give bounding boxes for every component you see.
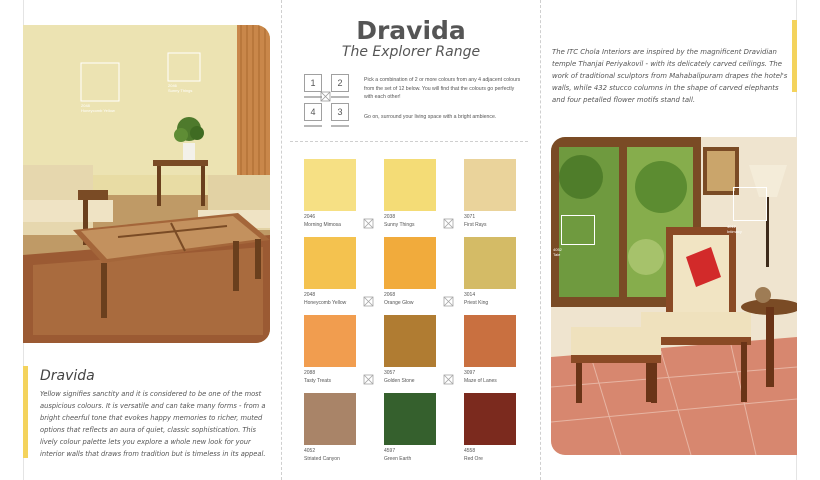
swatch-name: Priest King	[464, 300, 489, 306]
combination-icon	[363, 218, 374, 229]
right-callout-label-1	[727, 224, 742, 234]
swatch-code: 2088	[304, 370, 316, 376]
right-callout-code-1: 4012	[727, 224, 736, 229]
combination-icon	[363, 374, 374, 385]
right-accent-bar	[792, 20, 797, 92]
swatch-name: Red Ore	[464, 456, 483, 462]
swatch-code: 2046	[304, 214, 316, 220]
left-body-text: Yellow signifies sanctity and it is considered to be one of the most auspicious colours. It is versatile and can take many forms - from a bright cheerful tone that evokes happy memories to richer, muted options that reflects an aura of quiet, classic sophistication. This lively colour palette lets you explore a whole new look for your interior walls that draws from tradition but is timeless in its appeal.	[40, 390, 266, 458]
swatch-name: Orange Glow	[384, 300, 414, 306]
swatch-name: Morning Mimosa	[304, 222, 341, 228]
color-swatch	[304, 159, 356, 211]
left-callout-code-1: 2048	[81, 103, 90, 108]
fold-line-right	[540, 0, 541, 480]
swatch-code: 4597	[384, 448, 396, 454]
swatch-name: Honeycomb Yellow	[304, 300, 347, 306]
hotel-room-photo	[551, 137, 797, 455]
page-subtitle: The Explorer Range	[341, 44, 481, 60]
swatch-code: 4052	[304, 448, 316, 454]
combination-icon	[443, 296, 454, 307]
color-swatch	[304, 315, 356, 367]
swatch-code: 3097	[464, 370, 476, 376]
color-swatch	[384, 393, 436, 445]
go-on-text: Go on, surround your living space with a bright ambience.	[364, 114, 497, 120]
swatch-name: Tasty Treats	[304, 378, 331, 384]
step-box-1: 1	[304, 74, 322, 92]
color-swatch	[384, 237, 436, 289]
right-callout-code-2: 4052	[553, 247, 562, 252]
right-body-text: The ITC Chola Interiors are inspired by the magnificent Dravidian temple Thanjai Periyakovil - with its delicately carved ceilings. The work of traditional sculptors from Mahabalipuram drapes the hotel's walls, while 432 stucco columns in the shape of carved elephants and four petalled flower motifs stand tall.	[552, 48, 788, 104]
page-title: Dravida	[356, 16, 466, 45]
swatch-code: 2068	[384, 292, 396, 298]
right-callout-box-2	[733, 187, 767, 221]
color-swatch	[304, 237, 356, 289]
combination-icon	[443, 218, 454, 229]
swatch-name: Golden Stone	[384, 378, 415, 384]
swatch-name: Sunny Things	[384, 222, 415, 228]
swatch-name: First Rays	[464, 222, 487, 228]
swatch-code: 4558	[464, 448, 476, 454]
swatch-code: 2038	[384, 214, 396, 220]
left-heading: Dravida	[40, 368, 95, 384]
step-box-3: 3	[331, 103, 349, 121]
right-callout-box-1	[561, 215, 595, 245]
swatch-code: 3014	[464, 292, 476, 298]
combination-icon	[363, 296, 374, 307]
left-accent-bar	[23, 366, 28, 458]
right-callout-label-2	[553, 247, 562, 257]
step-bar-3	[304, 125, 322, 127]
left-callout-label-2	[168, 83, 192, 93]
middle-divider	[290, 141, 528, 142]
color-swatch	[464, 393, 516, 445]
color-swatch	[464, 237, 516, 289]
right-callout-name-2: Tale	[553, 252, 561, 257]
living-room-photo	[23, 25, 270, 343]
instructions-text: Pick a combination of 2 or more colours from any 4 adjacent colours from the set of 12 below. You will find that the colours go perfectly with each other!	[364, 77, 521, 100]
left-callout-name-2: Sunny Things	[168, 88, 193, 93]
left-callout-name-1: Honeycomb Yellow	[81, 108, 115, 113]
fold-line-left	[281, 0, 282, 480]
combination-icon	[443, 374, 454, 385]
left-callout-code-2: 2046	[168, 83, 177, 88]
combine-arrows-icon	[318, 90, 334, 104]
swatch-name: Green Earth	[384, 456, 412, 462]
color-swatch	[464, 315, 516, 367]
left-callout-label-1	[81, 103, 115, 113]
color-swatch	[464, 159, 516, 211]
swatch-code: 3057	[384, 370, 396, 376]
color-swatch	[304, 393, 356, 445]
swatch-name: Striated Canyon	[304, 456, 340, 462]
swatch-code: 2048	[304, 292, 316, 298]
step-box-2: 2	[331, 74, 349, 92]
swatch-code: 3071	[464, 214, 476, 220]
step-box-4: 4	[304, 103, 322, 121]
hotel-room-illustration	[551, 137, 797, 455]
living-room-illustration	[23, 25, 270, 343]
step-bar-4	[331, 125, 349, 127]
color-swatch	[384, 315, 436, 367]
color-swatch	[384, 159, 436, 211]
right-callout-name-1: Intimacy	[727, 229, 742, 234]
swatch-name: Maze of Lanes	[464, 378, 497, 384]
